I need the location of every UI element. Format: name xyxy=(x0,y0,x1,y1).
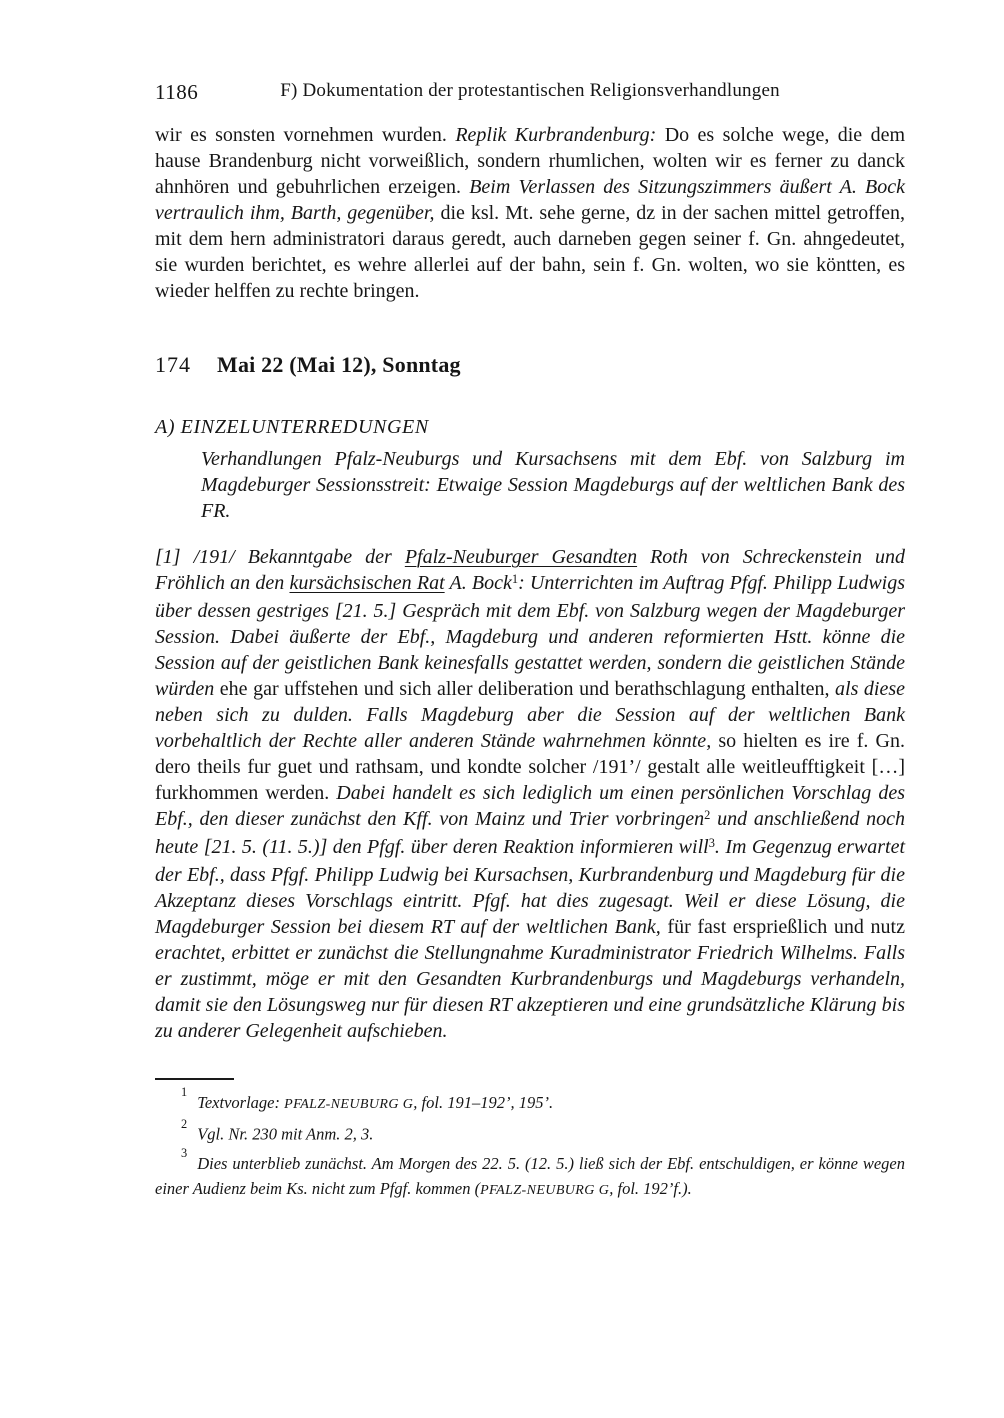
running-header xyxy=(155,80,905,106)
text-run: Dabei handelt es sich lediglich um einen persönlichen Vorschlag des Ebf., den dieser zunächst den Kff. von Mainz und Trier vorbringen xyxy=(155,782,906,830)
text-run: kursächsischen Rat xyxy=(289,572,445,594)
entry-summary: Verhandlungen Pfalz-Neuburgs und Kursachsens mit dem Ebf. von Salzburg im Magdeburger Sessionsstreit: Etwaige Session Magdeburgs auf der weltlichen Bank des FR. xyxy=(201,448,905,522)
text-run: Roth von Schreckenstein und Fröhlich an den xyxy=(155,546,905,594)
text-run: Replik Kurbrandenburg: xyxy=(455,124,665,146)
text-run: Do es solche wege, die dem hause Brandenburg nicht vorweißlich, sondern rhumlichen, wolten wir es ferner zu danck ahnhören und gebuhrlichen erzeigen. xyxy=(155,124,905,198)
text-run: : Unterrichten im Auftrag Pfgf. Philipp Ludwigs über dessen gestriges [21. 5.] Gespräch mit dem Ebf. von Salzburg wegen der Magdeburger Session. Dabei äußerte der Ebf., Magdeburg und anderen reformierten Hstt. könne die Session auf der geistlichen Bank keinesfalls gestattet werden, sondern die geistlichen Stände würden xyxy=(155,572,906,700)
footnote-separator-rule xyxy=(155,1078,234,1080)
page-number: 1186 xyxy=(155,80,199,104)
text-run: 2 xyxy=(704,808,711,823)
entry-heading xyxy=(155,351,905,379)
text-run: die ksl. Mt. sehe gerne, dz in der sachen mittel getroffen, mit dem hern administratori daraus geredt, auch darneben gegen seiner f. Gn. ahngedeutet, sie wurden berichtet, es wehre allerlei auf der bahn, sein f. Gn. wolten, wo sie köntten, es wieder helffen zu rechte bringen. xyxy=(155,202,905,302)
footnote-2-text xyxy=(197,1124,373,1143)
footnotes-block xyxy=(155,1085,905,1203)
footnote-2 xyxy=(155,1117,905,1147)
footnote-3-text xyxy=(155,1154,905,1198)
footnote-1-marker: 1 xyxy=(181,1085,188,1100)
text-run: als diese neben sich zu dulden. Falls Magdeburg aber die Session auf der weltlichen Bank vorbehaltlich der Rechte aller anderen Stände wahrnehmen könnte, xyxy=(155,678,905,752)
text-run: , fol. 192’f.). xyxy=(609,1178,692,1198)
footnote-1 xyxy=(155,1085,905,1117)
text-run: , fol. 191–192’, 195’. xyxy=(413,1092,554,1112)
footnote-1-text xyxy=(197,1093,553,1112)
text-run: so hielten es ire f. Gn. dero theils fur guet und rathsam, und kondte solcher /191’/ gestalt alle weitleufftigkeit […] furkhommen werden. xyxy=(155,730,905,804)
text-run: PFALZ-NEUBURG G xyxy=(284,1096,414,1112)
text-run: 3 xyxy=(708,836,715,851)
entry-title: Mai 22 (Mai 12), Sonntag xyxy=(217,352,461,377)
text-run: ehe gar uffstehen und sich aller deliberation und berathschlagung enthalten, xyxy=(219,678,836,700)
text-run: erachtet, erbittet er zunächst die Stellungnahme Kuradministrator Friedrich Wilhelms. Falls er zustimmt, möge er mit den Gesandten Kurbrandenburgs und Magdeburgs verhandeln, damit sie den Lösungsweg nur für diesen RT akzeptieren und eine grundsätzliche Klärung bis zu anderer Gelegenheit aufschieben. xyxy=(155,942,905,1042)
text-run: wir es sonsten vornehmen wurden. xyxy=(155,124,456,146)
intro-paragraph xyxy=(155,122,905,304)
text-run: und anschließend noch heute [21. 5. (11. 5.)] den Pfgf. über deren Reaktion informieren will xyxy=(155,808,905,858)
text-run: Vgl. Nr. 230 mit Anm. 2, 3. xyxy=(197,1124,374,1143)
footnote-3-marker: 3 xyxy=(181,1146,188,1161)
text-run: Beim Verlassen des Sitzungszimmers äußert A. Bock vertraulich ihm, Barth, gegenüber, xyxy=(155,176,905,224)
text-run: . Im Gegenzug erwartet der Ebf., dass Pfgf. Philipp Ludwig bei Kursachsen, Kurbrandenburg und Magdeburg für die Akzeptanz dieses Vorschlags eintritt. Pfgf. hat dies zugesagt. Weil er diese Lösung, die Magdeburger Session bei diesem RT auf der weltlichen Bank, xyxy=(155,836,905,938)
text-run: PFALZ-NEUBURG G xyxy=(480,1182,610,1198)
text-run: für fast ersprießlich und nutz xyxy=(667,916,905,938)
running-title: F) Dokumentation der protestantischen Religionsverhandlungen xyxy=(280,80,780,101)
footnote-3 xyxy=(155,1146,905,1203)
footnote-2-marker: 2 xyxy=(181,1116,188,1131)
text-run: [1] /191/ Bekanntgabe der xyxy=(155,546,405,568)
text-run: 1 xyxy=(511,572,519,587)
entry-number: 174 xyxy=(155,352,191,377)
text-run: Textvorlage: xyxy=(197,1092,285,1112)
subsection-heading: A) EINZELUNTERREDUNGEN xyxy=(155,416,429,438)
text-run: A. Bock xyxy=(444,572,512,594)
text-run: Dies unterblieb zunächst. Am Morgen des 22. 5. (12. 5.) ließ sich der Ebf. entschuldigen, er könne wegen einer Audienz beim Ks. nicht zum Pfgf. kommen ( xyxy=(155,1153,905,1198)
text-run: Pfalz-Neuburger Gesandten xyxy=(404,546,638,568)
entry-body-paragraph xyxy=(155,544,905,1044)
